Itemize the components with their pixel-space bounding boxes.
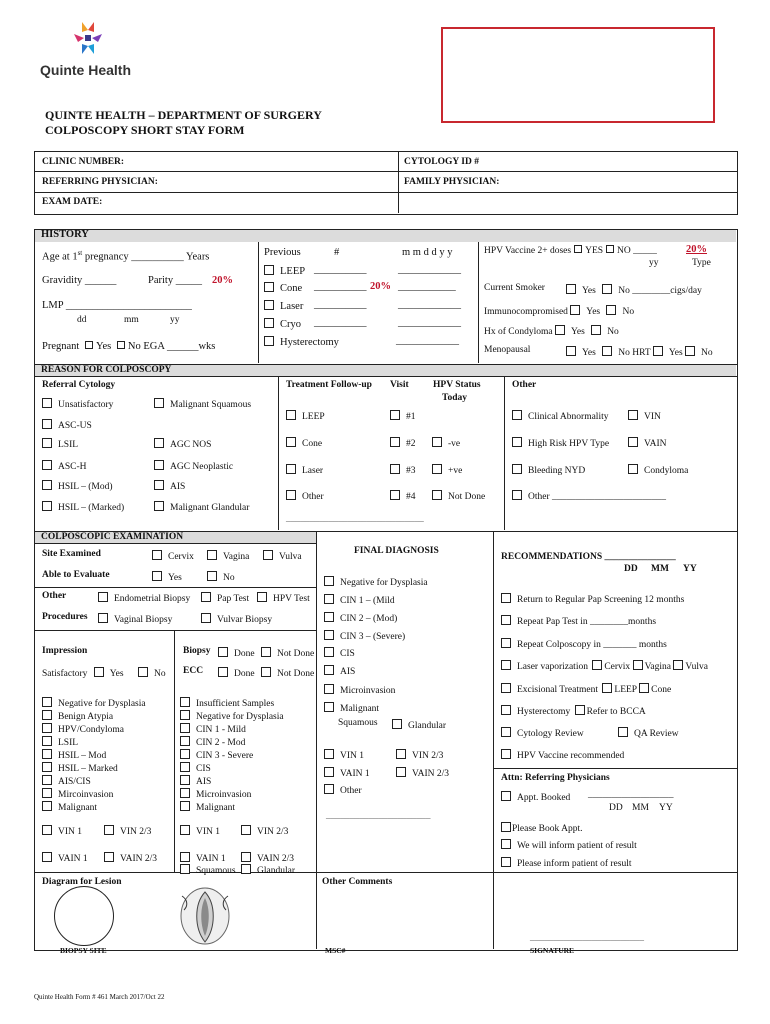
hpv-vaccine-row: HPV Vaccine 2+ doses YES NO _____ [484, 246, 657, 256]
final-4[interactable]: CIS [324, 647, 355, 660]
final-1[interactable]: CIN 1 – (Mild [324, 594, 395, 607]
gravidity-field[interactable]: Gravidity ______ [42, 275, 117, 286]
reason-title: REASON FOR COLPOSCOPY [41, 365, 172, 375]
ref-malignant-glandular[interactable]: Malignant Glandular [154, 501, 249, 514]
proc-vaginal-biopsy[interactable]: Vaginal Biopsy [98, 613, 172, 626]
signature-label: SIGNATURE [530, 946, 575, 955]
imp-4[interactable]: HSIL – Mod [42, 749, 106, 762]
rec-qa[interactable]: QA Review [618, 727, 679, 740]
appt-mm: MM [632, 803, 649, 813]
final-underline: ______________________ [326, 811, 431, 821]
lmp-field[interactable]: LMP ________________________ [42, 300, 192, 311]
visit-3[interactable]: #3 [390, 464, 416, 477]
footer-text: Quinte Health Form # 461 March 2017/Oct 22 [34, 993, 165, 1001]
treatment-followup-label: Treatment Follow-up [286, 380, 372, 390]
final-6[interactable]: Microinvasion [324, 684, 395, 697]
cryo-count-blank[interactable]: __________ [314, 317, 367, 328]
attn-label: Attn: Referring Physicians [501, 773, 610, 783]
treat-leep[interactable]: LEEP [286, 410, 325, 423]
rec-dd: DD [624, 564, 638, 574]
final-7[interactable]: Malignant [324, 702, 379, 715]
imp-vain1[interactable]: VAIN 1 [42, 852, 88, 865]
logo [40, 20, 150, 80]
final-glandular[interactable]: Glandular [392, 719, 446, 732]
history-title: HISTORY [41, 229, 89, 240]
appt-yy: YY [659, 803, 673, 813]
ref-asch[interactable]: ASC-H [42, 460, 87, 473]
visit-2[interactable]: #2 [390, 437, 416, 450]
referring-physician-label: REFERRING PHYSICIAN: [42, 177, 158, 187]
bio-3[interactable]: CIN 2 - Mod [180, 736, 245, 749]
biopsy-options[interactable]: Done Not Done [218, 647, 314, 660]
proc-vulvar-biopsy[interactable]: Vulvar Biopsy [201, 613, 272, 626]
rec-yy: YY [683, 564, 697, 574]
imp-6[interactable]: AIS/CIS [42, 775, 91, 788]
bio-7[interactable]: Microinvasion [180, 788, 251, 801]
quinte-health-logo-icon [68, 20, 108, 58]
imp-vain23[interactable]: VAIN 2/3 [104, 852, 157, 865]
bio-4[interactable]: CIN 3 - Severe [180, 749, 253, 762]
bio-vin1[interactable]: VIN 1 [180, 825, 220, 838]
final-vain1[interactable]: VAIN 1 [324, 767, 370, 780]
please-book[interactable]: Please Book Appt. [501, 822, 582, 835]
imp-5[interactable]: HSIL – Marked [42, 762, 118, 775]
other-label: Other [512, 380, 537, 390]
treat-other[interactable]: Other [286, 490, 324, 503]
appt-dd: DD [609, 803, 623, 813]
able-no[interactable]: No [207, 571, 235, 584]
logo-text: Quinte Health [40, 62, 132, 78]
hpv-type: Type [692, 258, 711, 268]
able-yes[interactable]: Yes [152, 571, 182, 584]
bio-1[interactable]: Negative for Dysplasia [180, 710, 284, 723]
hpv-neg[interactable]: -ve [432, 437, 460, 450]
bio-0[interactable]: Insufficient Samples [180, 697, 274, 710]
cytology-id-label: CYTOLOGY ID # [404, 157, 479, 167]
ref-hsil-mod[interactable]: HSIL – (Mod) [42, 480, 113, 493]
rec-hpv[interactable]: HPV Vaccine recommended [501, 749, 624, 762]
lmp-yy: yy [170, 315, 180, 325]
bio-5[interactable]: CIS [180, 762, 211, 775]
treat-laser[interactable]: Laser [286, 464, 323, 477]
other-pap[interactable]: Pap Test [201, 592, 249, 605]
proc-leep[interactable]: LEEP [264, 265, 305, 278]
final-3[interactable]: CIN 3 – (Severe) [324, 630, 405, 643]
final-vain23[interactable]: VAIN 2/3 [396, 767, 449, 780]
proc-cone[interactable]: Cone [264, 282, 302, 295]
site-vagina[interactable]: Vagina [207, 550, 249, 563]
please-inform[interactable]: Please inform patient of result [501, 857, 632, 870]
other-bleeding[interactable]: Bleeding NYD [512, 464, 585, 477]
rec-mm: MM [651, 564, 669, 574]
msc-label: MSC# [325, 946, 346, 955]
recommendations-title: RECOMMENDATIONS _______________ [501, 552, 676, 562]
rec-hysterectomy[interactable]: Hysterectomy Refer to BCCA [501, 705, 646, 718]
imp-7[interactable]: Mircoinvasion [42, 788, 113, 801]
ref-lsil[interactable]: LSIL [42, 438, 78, 451]
other-vain[interactable]: VAIN [628, 437, 667, 450]
bio-glandular[interactable]: Glandular [241, 864, 295, 877]
bio-vin23[interactable]: VIN 2/3 [241, 825, 288, 838]
imp-3[interactable]: LSIL [42, 736, 78, 749]
form-title-line2: COLPOSCOPY SHORT STAY FORM [45, 123, 245, 137]
menopausal-row: Menopausal [484, 345, 531, 355]
rec-cytology[interactable]: Cytology Review [501, 727, 584, 740]
impression-label: Impression [42, 646, 88, 656]
hpv-status-label: HPV Status [433, 380, 481, 390]
other-other[interactable]: Other ________________________ [512, 490, 666, 503]
ref-agc-nos[interactable]: AGC NOS [154, 438, 211, 451]
pregnant-no-checkbox[interactable] [117, 341, 125, 349]
visit-label: Visit [390, 380, 409, 390]
family-physician-label: FAMILY PHYSICIAN: [404, 177, 500, 187]
other-high-risk[interactable]: High Risk HPV Type [512, 437, 609, 450]
rec-1[interactable]: Repeat Pap Test in ________months [501, 615, 656, 628]
final-5[interactable]: AIS [324, 665, 355, 678]
imp-vin1[interactable]: VIN 1 [42, 825, 82, 838]
rec-2[interactable]: Repeat Colposcopy in _______ months [501, 638, 667, 651]
other-hpv[interactable]: HPV Test [257, 592, 310, 605]
visit-4[interactable]: #4 [390, 490, 416, 503]
referral-cytology-label: Referral Cytology [42, 380, 116, 390]
biopsy-label: Biopsy [183, 646, 211, 656]
final-2[interactable]: CIN 2 – (Mod) [324, 612, 397, 625]
colpo-other-label: Other [42, 591, 67, 601]
site-cervix[interactable]: Cervix [152, 550, 194, 563]
imp-8[interactable]: Malignant [42, 801, 97, 814]
parity-field[interactable]: Parity _____ [148, 275, 202, 286]
procedures-label: Procedures [42, 612, 88, 622]
hpv-today-label: Today [442, 393, 467, 403]
cone-count-blank[interactable]: __________ [314, 281, 367, 292]
satisfactory-row[interactable]: Satisfactory Yes No [42, 669, 166, 679]
anatomy-diagram-icon[interactable] [174, 886, 236, 946]
proc-hysterectomy[interactable]: Hysterectomy [264, 336, 339, 349]
final-vin23[interactable]: VIN 2/3 [396, 749, 443, 762]
hpv-not-done[interactable]: Not Done [432, 490, 485, 503]
hash-label: # [334, 247, 340, 258]
immuno-row[interactable]: Immunocompromised Yes No [484, 307, 635, 317]
other-comments-label: Other Comments [322, 877, 393, 887]
ref-agc-neoplastic[interactable]: AGC Neoplastic [154, 460, 233, 473]
stamp-box [441, 27, 715, 123]
visit-1[interactable]: #1 [390, 410, 416, 423]
site-vulva[interactable]: Vulva [263, 550, 302, 563]
cone-percent: 20% [370, 281, 391, 292]
pregnant-row: Pregnant Yes No EGA ______wks [42, 341, 216, 352]
appt-booked[interactable]: Appt. Booked [501, 791, 570, 804]
hpv-pos[interactable]: +ve [432, 464, 462, 477]
bio-vain23[interactable]: VAIN 2/3 [241, 852, 294, 865]
signature-line[interactable]: ________________________ [530, 933, 644, 943]
bio-squamous[interactable]: Squamous [180, 864, 236, 877]
site-examined-label: Site Examined [42, 549, 101, 559]
ref-ais[interactable]: AIS [154, 480, 185, 493]
cryo-date-blank[interactable]: ____________ [398, 317, 461, 328]
ecc-options[interactable]: Done Not Done [218, 667, 314, 680]
final-squamous[interactable]: Squamous [338, 718, 378, 728]
other-condyloma[interactable]: Condyloma [628, 464, 688, 477]
leep-date-blank[interactable]: ____________ [398, 264, 461, 275]
clinic-number-label: CLINIC NUMBER: [42, 157, 125, 167]
bio-6[interactable]: AIS [180, 775, 211, 788]
form-title-line1: QUINTE HEALTH – DEPARTMENT OF SURGERY [45, 108, 322, 122]
previous-label: Previous [264, 247, 301, 258]
bio-8[interactable]: Malignant [180, 801, 235, 814]
menopausal-options[interactable]: Yes No HRT Yes No [566, 346, 713, 359]
laser-date-blank[interactable]: ____________ [398, 299, 461, 310]
final-other[interactable]: Other [324, 784, 362, 797]
able-evaluate-label: Able to Evaluate [42, 570, 110, 580]
ref-unsatisfactory[interactable]: Unsatisfactory [42, 398, 113, 411]
proc-laser[interactable]: Laser [264, 300, 303, 313]
we-inform[interactable]: We will inform patient of result [501, 839, 637, 852]
lmp-dd: dd [77, 315, 87, 325]
mmddyy-label: m m d d y y [402, 247, 453, 258]
exam-date-label: EXAM DATE: [42, 197, 103, 207]
biopsy-site-label: BIOPSY SITE [60, 946, 107, 955]
condyloma-hx-row[interactable]: Hx of Condyloma Yes No [484, 327, 619, 337]
imp-0[interactable]: Negative for Dysplasia [42, 697, 146, 710]
imp-vin23[interactable]: VIN 2/3 [104, 825, 151, 838]
smoker-options[interactable]: Yes No ________cigs/day [566, 284, 702, 297]
leep-count-blank[interactable]: __________ [314, 264, 367, 275]
diagram-label: Diagram for Lesion [42, 877, 122, 887]
final-diagnosis-title: FINAL DIAGNOSIS [354, 546, 439, 556]
other-vin[interactable]: VIN [628, 410, 661, 423]
hyst-date-blank[interactable]: ____________ [396, 335, 459, 346]
final-vin1[interactable]: VIN 1 [324, 749, 364, 762]
ref-hsil-marked[interactable]: HSIL – (Marked) [42, 501, 124, 514]
rec-0[interactable]: Return to Regular Pap Screening 12 months [501, 593, 684, 606]
laser-count-blank[interactable]: __________ [314, 299, 367, 310]
pregnant-yes-checkbox[interactable] [85, 341, 93, 349]
treatment-underline: _____________________________ [286, 514, 424, 524]
hpv-yy: yy [649, 258, 659, 268]
parity-percent: 20% [212, 275, 233, 286]
treat-cone[interactable]: Cone [286, 437, 322, 450]
smoker-row: Current Smoker [484, 283, 545, 293]
cone-date-blank[interactable]: ___________ [398, 281, 456, 292]
rec-laser[interactable]: Laser vaporization Cervix Vagina Vulva [501, 660, 708, 673]
hpv-percent: 20% [686, 244, 707, 255]
ref-ascus[interactable]: ASC-US [42, 419, 92, 432]
bio-2[interactable]: CIN 1 - Mild [180, 723, 246, 736]
bio-vain1[interactable]: VAIN 1 [180, 852, 226, 865]
colpo-title: COLPOSCOPIC EXAMINATION [41, 532, 184, 542]
rec-excisional[interactable]: Excisional Treatment LEEP Cone [501, 683, 671, 696]
imp-1[interactable]: Benign Atypia [42, 710, 113, 723]
proc-cryo[interactable]: Cryo [264, 318, 301, 331]
imp-2[interactable]: HPV/Condyloma [42, 723, 124, 736]
appt-blank[interactable]: __________________ [588, 790, 674, 800]
lmp-mm: mm [124, 315, 139, 325]
other-endometrial[interactable]: Endometrial Biopsy [98, 592, 190, 605]
other-clinical[interactable]: Clinical Abnormality [512, 410, 608, 423]
ecc-label: ECC [183, 666, 204, 676]
final-0[interactable]: Negative for Dysplasia [324, 576, 428, 589]
ref-malignant-squamous[interactable]: Malignant Squamous [154, 398, 251, 411]
age-first-pregnancy: Age at 1st pregnancy __________ Years [42, 249, 210, 263]
cervix-diagram-circle[interactable] [54, 886, 114, 946]
